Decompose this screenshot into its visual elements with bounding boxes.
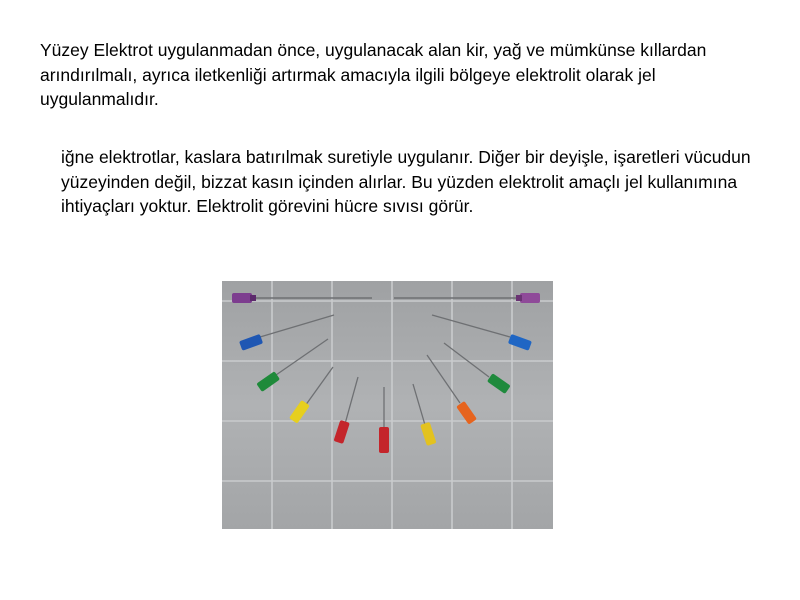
needle-electrode-paragraph: iğne elektrotlar, kaslara batırılmak suretiyle uygulanır. Diğer bir deyişle, işaretleri vücudun yüzeyinden değil, bizzat kasın içinden alırlar. Bu yüzden elektrolit amaçlı jel kullanımına ihtiyaçları yoktur. Elektrolit görevini hücre sıvısı görür. [61,147,751,216]
needle-electrodes-photo [222,281,553,529]
intro-paragraph: Yüzey Elektrot uygulanmadan önce, uygulanacak alan kir, yağ ve mümkünse kıllardan arındırılmalı, ayrıca iletkenliği artırmak amacıyla ilgili bölgeye elektrolit olarak jel uygulanmalıdır. [40,40,707,109]
